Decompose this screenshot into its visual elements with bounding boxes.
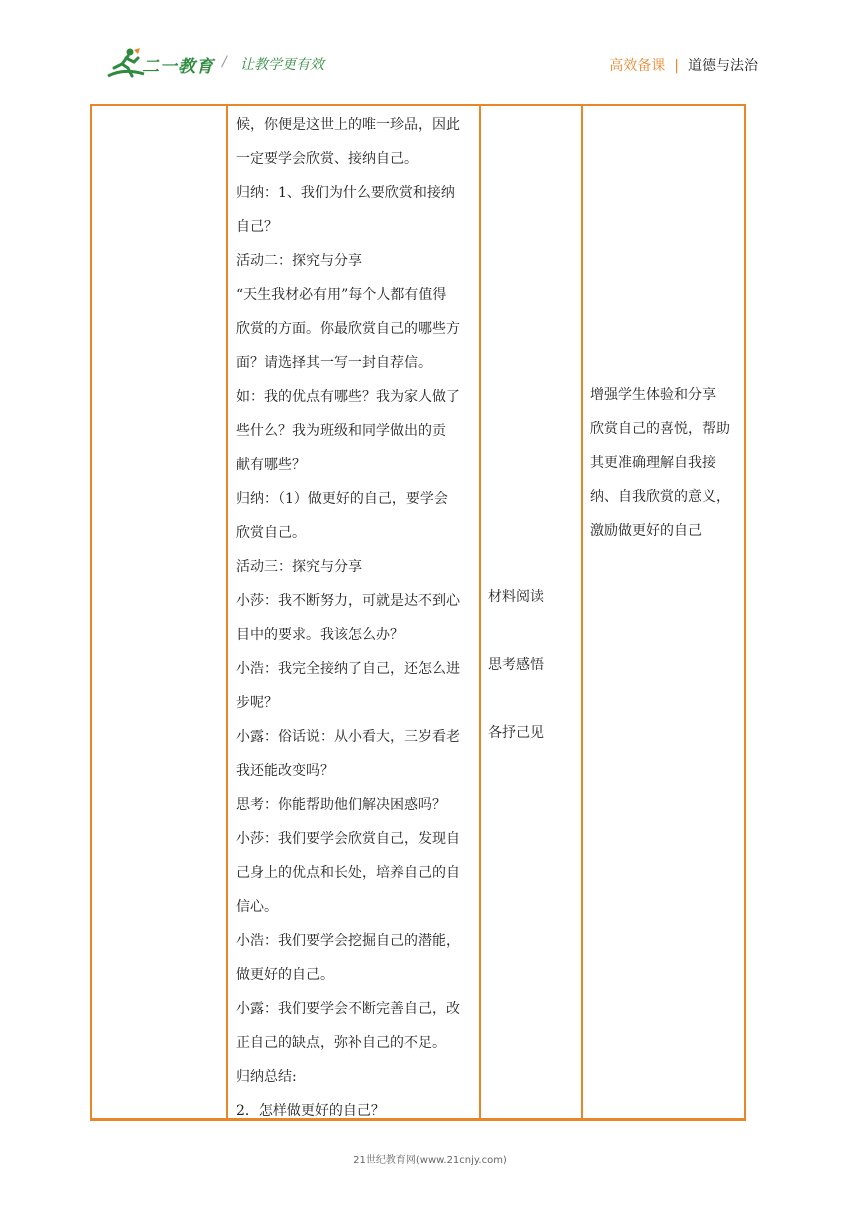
- content-line: 小露：俗话说：从小看大，三岁看老: [236, 729, 460, 745]
- content-line: 目中的要求。我该怎么办？: [236, 627, 404, 643]
- column-divider-1: [226, 104, 228, 1120]
- content-line: 些什么？我为班级和同学做出的贡: [236, 423, 446, 439]
- student-activity-item: 各抒己见: [488, 725, 544, 741]
- table-border-right: [744, 104, 746, 1120]
- content-line: 小露：我们要学会不断完善自己，改: [236, 1001, 460, 1017]
- design-intent-line: 其更准确理解自我接: [590, 455, 716, 471]
- content-line: 活动三：探究与分享: [236, 559, 362, 575]
- content-line: 面？请选择其一写一封自荐信。: [236, 355, 432, 371]
- student-activity-item: 材料阅读: [488, 589, 544, 605]
- content-line: 信心。: [236, 899, 278, 915]
- content-line: 小莎：我不断努力，可就是达不到心: [236, 593, 460, 609]
- content-line: 一定要学会欣赏、接纳自己。: [236, 151, 418, 167]
- table-border-top: [90, 104, 746, 106]
- column-divider-3: [581, 104, 583, 1120]
- content-line: 思考：你能帮助他们解决困惑吗？: [236, 797, 446, 813]
- student-activity-item: 思考感悟: [488, 657, 544, 673]
- page-header: [0, 0, 860, 100]
- logo-text: 二一教育: [142, 57, 214, 77]
- content-line: 欣赏自己。: [236, 525, 306, 541]
- subject-label: 道德与法治: [688, 58, 758, 74]
- content-line: 献有哪些？: [236, 457, 306, 473]
- content-line: 小莎：我们要学会欣赏自己，发现自: [236, 831, 460, 847]
- content-line: 己身上的优点和长处，培养自己的自: [236, 865, 460, 881]
- content-line: 做更好的自己。: [236, 967, 334, 983]
- header-right: [609, 55, 758, 75]
- content-line: 小浩：我们要学会挖掘自己的潜能，: [236, 933, 460, 949]
- slogan-separator: /: [222, 54, 227, 70]
- content-line: 正自己的缺点，弥补自己的不足。: [236, 1035, 446, 1051]
- table-border-left: [90, 104, 92, 1120]
- design-intent-line: 纳、自我欣赏的意义，: [590, 489, 730, 505]
- content-line: “天生我材必有用”每个人都有值得: [236, 287, 447, 303]
- content-line: 活动二：探究与分享: [236, 253, 362, 269]
- content-line: 归纳：（1）做更好的自己，要学会: [236, 491, 448, 507]
- content-line: 候，你便是这世上的唯一珍品，因此: [236, 117, 460, 133]
- design-intent-line: 增强学生体验和分享: [590, 387, 716, 403]
- header-divider: |: [674, 58, 679, 74]
- content-line: 自己？: [236, 219, 278, 235]
- content-line: 2．怎样做更好的自己？: [236, 1103, 385, 1119]
- design-intent-line: 激励做更好的自己: [590, 523, 702, 539]
- lesson-table: [90, 104, 746, 1120]
- design-intent-line: 欣赏自己的喜悦，帮助: [590, 421, 730, 437]
- content-line: 我还能改变吗？: [236, 763, 334, 779]
- content-line: 步呢？: [236, 695, 278, 711]
- content-line: 如：我的优点有哪些？我为家人做了: [236, 389, 460, 405]
- slogan: 让教学更有效: [240, 57, 324, 73]
- content-line: 小浩：我完全接纳了自己，还怎么进: [236, 661, 460, 677]
- content-line: 欣赏的方面。你最欣赏自己的哪些方: [236, 321, 460, 337]
- design-intent-cell: [590, 378, 740, 548]
- content-line: 归纳：1、我们为什么要欣赏和接纳: [236, 185, 455, 201]
- page-footer: 21世纪教育网(www.21cnjy.com): [353, 1155, 507, 1166]
- badge-label: 高效备课: [609, 58, 666, 74]
- teaching-content-cell: [236, 108, 480, 1128]
- content-line: 归纳总结:: [236, 1069, 297, 1085]
